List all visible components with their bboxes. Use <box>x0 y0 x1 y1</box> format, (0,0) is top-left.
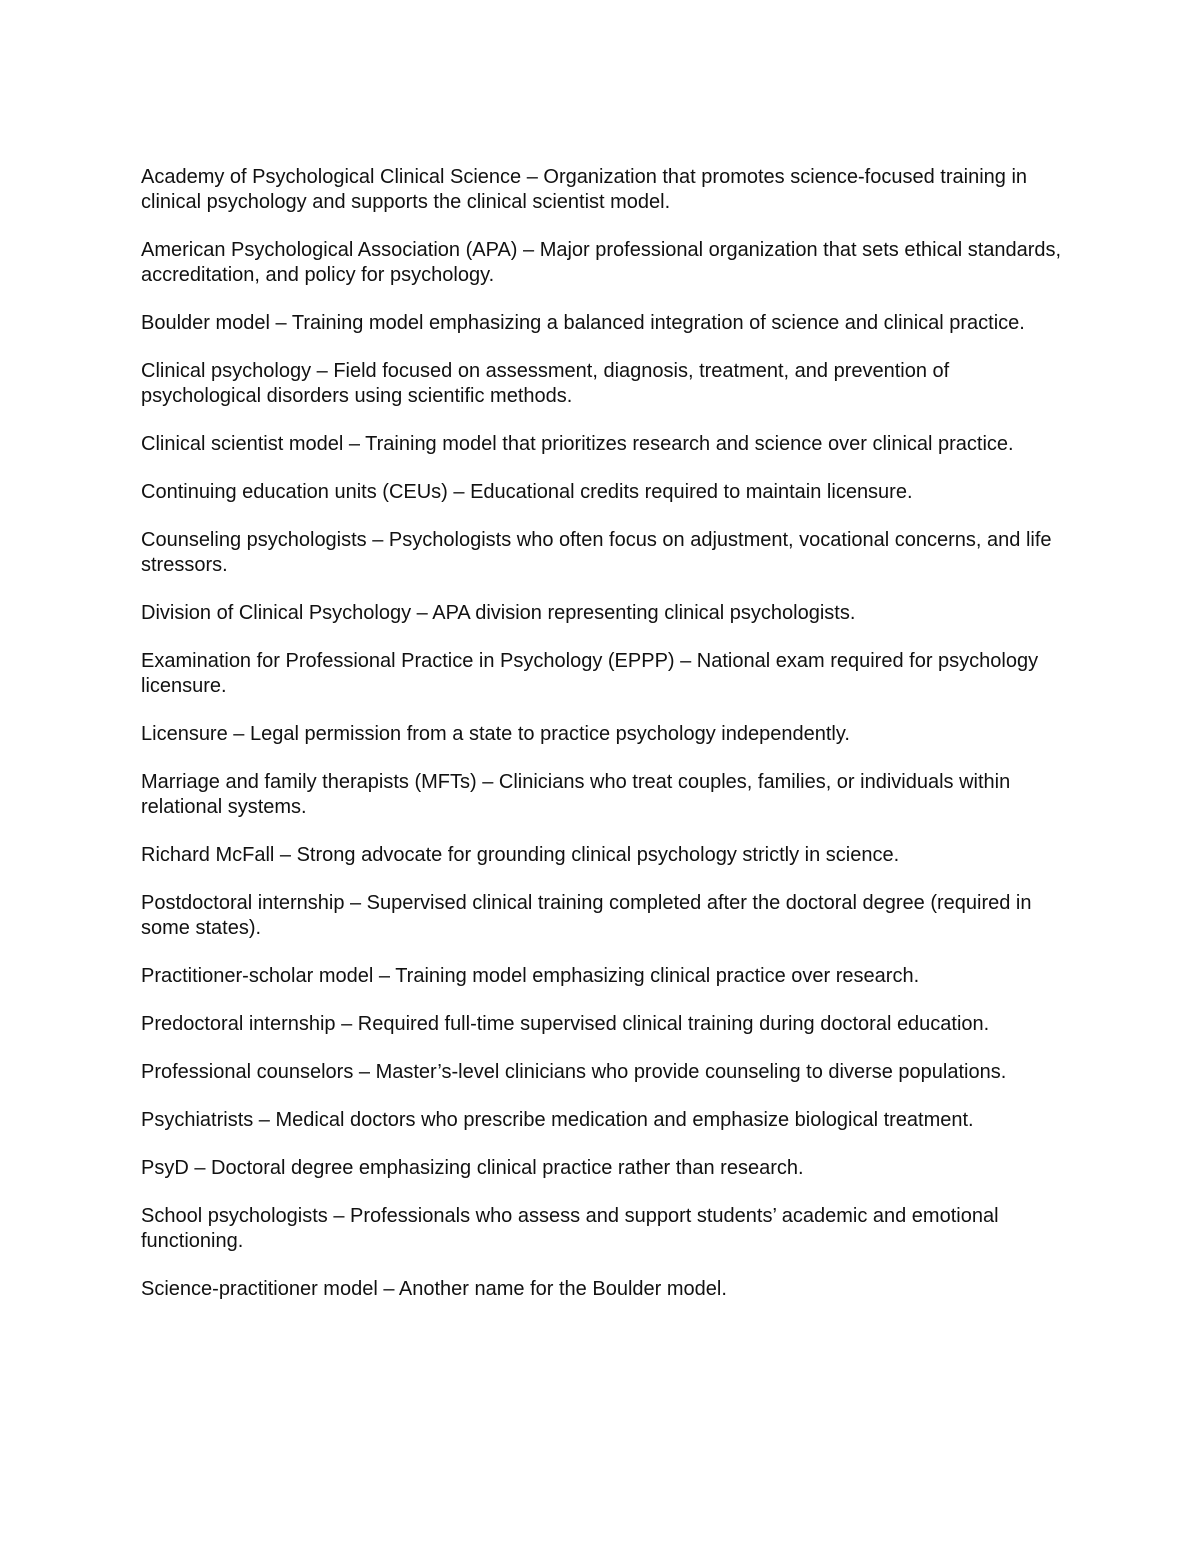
glossary-entry-school-psychologists: School psychologists – Professionals who assess and support students’ academic and emotional functioning. <box>141 1205 999 1252</box>
glossary-entry-boulder-model: Boulder model – Training model emphasizing a balanced integration of science and clinical practice. <box>141 312 1025 334</box>
glossary-entry-eppp: Examination for Professional Practice in Psychology (EPPP) – National exam required for psychology licensure. <box>141 650 1039 697</box>
glossary-entry-predoctoral-internship: Predoctoral internship – Required full-time supervised clinical training during doctoral education. <box>141 1013 990 1035</box>
glossary-entry-apa: American Psychological Association (APA) – Major professional organization that sets ethical standards, accreditation, and policy for psychology. <box>141 239 1062 286</box>
glossary-entry-counseling-psychologists: Counseling psychologists – Psychologists who often focus on adjustment, vocational concerns, and life stressors. <box>141 529 1052 576</box>
glossary-entry-ceus: Continuing education units (CEUs) – Educational credits required to maintain licensure. <box>141 481 913 503</box>
glossary-entry-mfts: Marriage and family therapists (MFTs) – Clinicians who treat couples, families, or individuals within relational systems. <box>141 771 1011 818</box>
glossary-entry-division-clinical-psychology: Division of Clinical Psychology – APA division representing clinical psychologists. <box>141 602 856 624</box>
glossary-list <box>141 165 1071 1325</box>
glossary-entry-practitioner-scholar-model: Practitioner-scholar model – Training model emphasizing clinical practice over research. <box>141 965 920 987</box>
glossary-entry-clinical-scientist-model: Clinical scientist model – Training model that prioritizes research and science over clinical practice. <box>141 433 1014 455</box>
glossary-entry-psyd: PsyD – Doctoral degree emphasizing clinical practice rather than research. <box>141 1157 804 1179</box>
glossary-entry-clinical-psychology: Clinical psychology – Field focused on assessment, diagnosis, treatment, and prevention of psychological disorders using scientific methods. <box>141 360 950 407</box>
glossary-entry-postdoctoral-internship: Postdoctoral internship – Supervised clinical training completed after the doctoral degree (required in some states). <box>141 892 1032 939</box>
glossary-entry-psychiatrists: Psychiatrists – Medical doctors who prescribe medication and emphasize biological treatment. <box>141 1109 974 1131</box>
glossary-entry-science-practitioner-model: Science-practitioner model – Another name for the Boulder model. <box>141 1278 727 1300</box>
glossary-entry-apcs: Academy of Psychological Clinical Science – Organization that promotes science-focused training in clinical psychology and supports the clinical scientist model. <box>141 166 1028 213</box>
glossary-entry-licensure: Licensure – Legal permission from a state to practice psychology independently. <box>141 723 850 745</box>
glossary-entry-richard-mcfall: Richard McFall – Strong advocate for grounding clinical psychology strictly in science. <box>141 844 900 866</box>
glossary-entry-professional-counselors: Professional counselors – Master’s-level clinicians who provide counseling to diverse populations. <box>141 1061 1007 1083</box>
